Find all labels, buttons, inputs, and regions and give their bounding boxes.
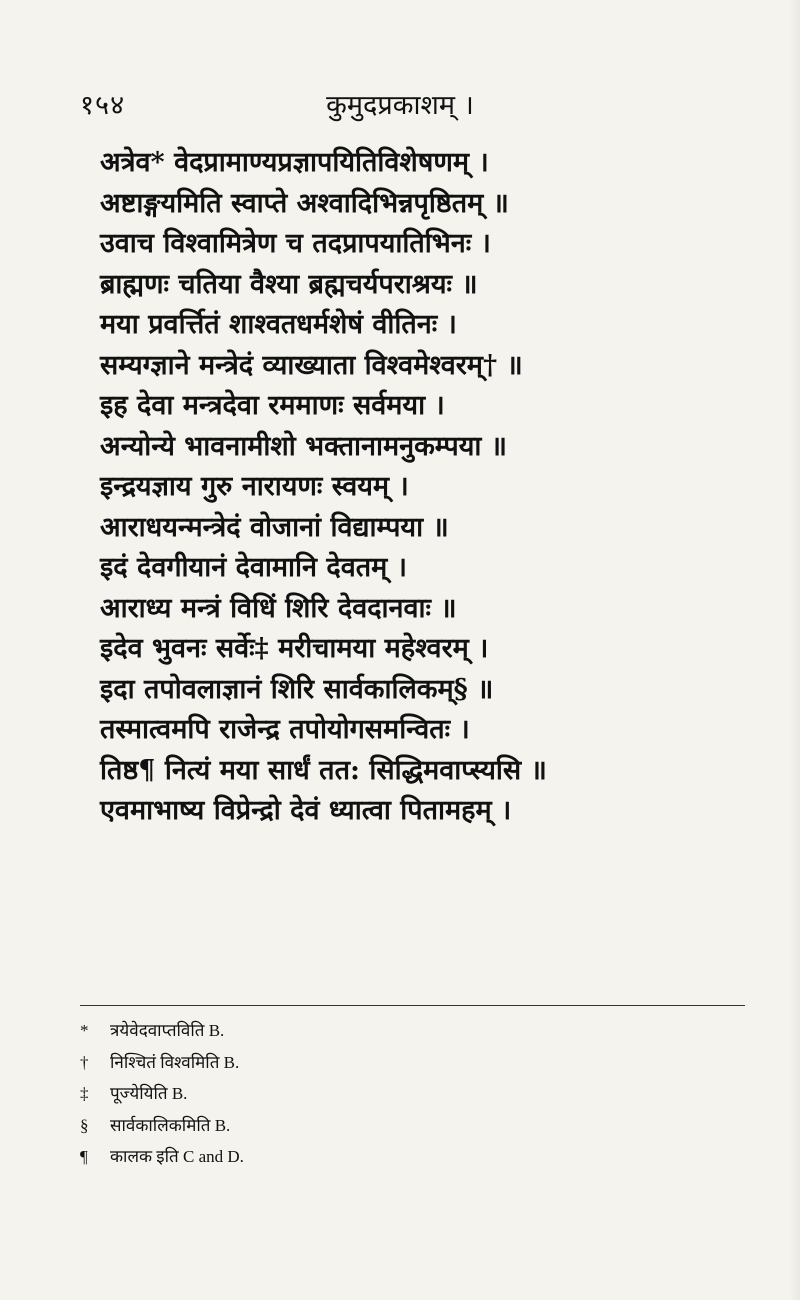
verse-line: अष्टाङ्गयमिति स्वाप्ते अश्वादिभिन्नपृष्ठितम् ॥ — [100, 187, 509, 219]
footnote — [80, 1048, 580, 1080]
verse-block — [100, 143, 700, 832]
footnote-mark: ‡ — [80, 1084, 89, 1103]
footnote-text: सार्वकालिकमिति B. — [110, 1115, 231, 1135]
verse-line: अन्योन्ये भावनामीशो भक्तानामनुकम्पया ॥ — [100, 430, 507, 462]
verse-line: इदा तपोवलाज्ञानं शिरि सार्वकालिकम्§ ॥ — [100, 673, 494, 705]
page-number: १५४ — [80, 90, 126, 121]
verse-line: तिष्ठ¶ नित्यं मया सार्धं तत: सिद्धिमवाप्स्यसि ॥ — [100, 754, 547, 786]
verse-line: इदं देवगीयानं देवामानि देवतम् । — [100, 552, 407, 583]
footnote-mark: † — [80, 1052, 89, 1072]
page-edge — [790, 0, 800, 1300]
footnote — [80, 1111, 580, 1143]
footnote-mark: ¶ — [80, 1147, 88, 1166]
running-title: कुमुदप्रकाशम् । — [326, 90, 474, 121]
footnote-text: पूज्येयिति B. — [110, 1084, 188, 1103]
footnote-mark: § — [80, 1115, 89, 1135]
footnote-text: निश्चितं विश्वमिति B. — [110, 1052, 240, 1072]
footnote — [80, 1079, 580, 1111]
footnotes — [80, 1016, 580, 1174]
footnote — [80, 1016, 580, 1048]
footnote — [80, 1142, 580, 1174]
verse-line: इदेव भुवनः सर्वेः‡ मरीचामया महेश्वरम् । — [100, 633, 489, 664]
verse-line: अत्रेव* वेदप्रामाण्यप्रज्ञापयितिविशेषणम् । — [100, 147, 489, 178]
footnote-divider — [80, 1005, 745, 1006]
page-header — [80, 85, 720, 125]
verse-line: सम्यग्ज्ञाने मन्त्रेदं व्याख्याता विश्वमेश्वरम्† ॥ — [100, 349, 523, 381]
footnote-text: कालक इति C and D. — [110, 1147, 244, 1166]
verse-line: एवमाभाष्य विप्रेन्द्रो देवं ध्यात्वा पितामहम् । — [100, 795, 512, 826]
footnote-text: त्रयेवेदवाप्तविति B. — [110, 1021, 225, 1040]
verse-line: उवाच विश्वामित्रेण च तदप्रापयातिभिनः । — [100, 228, 491, 259]
verse-line: इह देवा मन्त्रदेवा रममाणः सर्वमया । — [100, 390, 445, 421]
verse-line: इन्द्रयज्ञाय गुरु नारायणः स्वयम् । — [100, 471, 409, 502]
verse-line: तस्मात्वमपि राजेन्द्र तपोयोगसमन्वितः । — [100, 714, 470, 745]
verse-line: ब्राह्मणः चतिया वैश्या ब्रह्मचर्यपराश्रयः ॥ — [100, 268, 478, 300]
verse-line: आराधयन्मन्त्रेदं वोजानां विद्याम्पया ॥ — [100, 511, 449, 543]
verse-line: आराध्य मन्त्रं विधिं शिरि देवदानवाः ॥ — [100, 592, 457, 624]
verse-line: मया प्रवर्त्तितं शाश्वतधर्मशेषं वीतिनः । — [100, 309, 457, 340]
footnote-mark: * — [80, 1021, 89, 1040]
